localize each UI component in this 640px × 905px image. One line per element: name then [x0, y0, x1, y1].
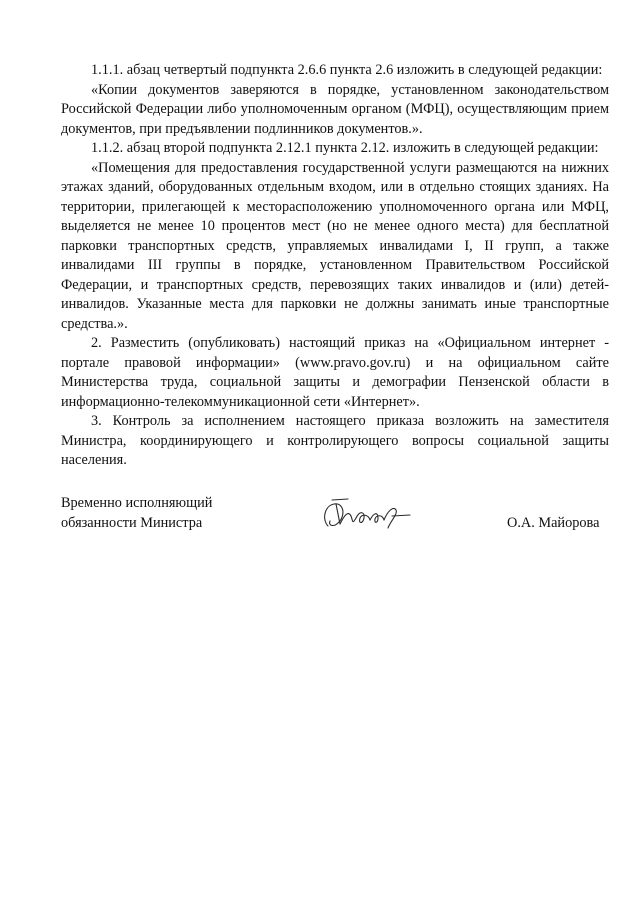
signer-name: О.А. Майорова — [507, 515, 600, 531]
document-body — [61, 61, 609, 471]
paragraph-1-1-1: 1.1.1. абзац четвертый подпункта 2.6.6 пункта 2.6 изложить в следующей редакции: — [91, 62, 603, 78]
paragraph-quote-premises: «Помещения для предоставления государственной услуги размещаются на нижних этажах зданий, оборудованных отдельным входом, или в отдельно стоящих зданиях. На территории, прилегающей к месторасположению уполномоченного органа или МФЦ, выделяется не менее 10 процентов мест (но не менее одного места) для бесплатной парковки транспортных средств, управляемых инвалидами I, II групп, а также инвалидами III группы в порядке, установленном Правительством Российской Федерации, и транспортных средств, перевозящих таких инвалидов и (или) детей-инвалидов. Указанные места для парковки не должны занимать иные транспортные средства.». — [61, 159, 609, 332]
paragraph-2-publish: 2. Разместить (опубликовать) настоящий приказ на «Официальном интернет - портале правовой информации» (www.pravo.gov.ru) и на официальном сайте Министерства труда, социальной защиты и демографии Пензенской области в информационно-телекоммуникационной сети «Интернет». — [61, 335, 609, 410]
position-line-2: обязанности Министра — [61, 514, 203, 531]
paragraph-quote-copies: «Копии документов заверяются в порядке, установленном законодательством Российской Федерации либо уполномоченным органом (МФЦ), осуществляющим прием документов, при предъявлении подлинников документов.». — [61, 81, 609, 137]
paragraph-3-control: 3. Контроль за исполнением настоящего приказа возложить на заместителя Министра, координирующего и контролирующего вопросы социальной защиты населения. — [61, 413, 609, 468]
signatory-position — [61, 494, 212, 533]
paragraph-1-1-2: 1.1.2. абзац второй подпункта 2.12.1 пункта 2.12. изложить в следующей редакции: — [91, 140, 599, 156]
handwritten-signature — [318, 496, 418, 532]
position-line-1: Временно исполняющий — [61, 495, 213, 511]
